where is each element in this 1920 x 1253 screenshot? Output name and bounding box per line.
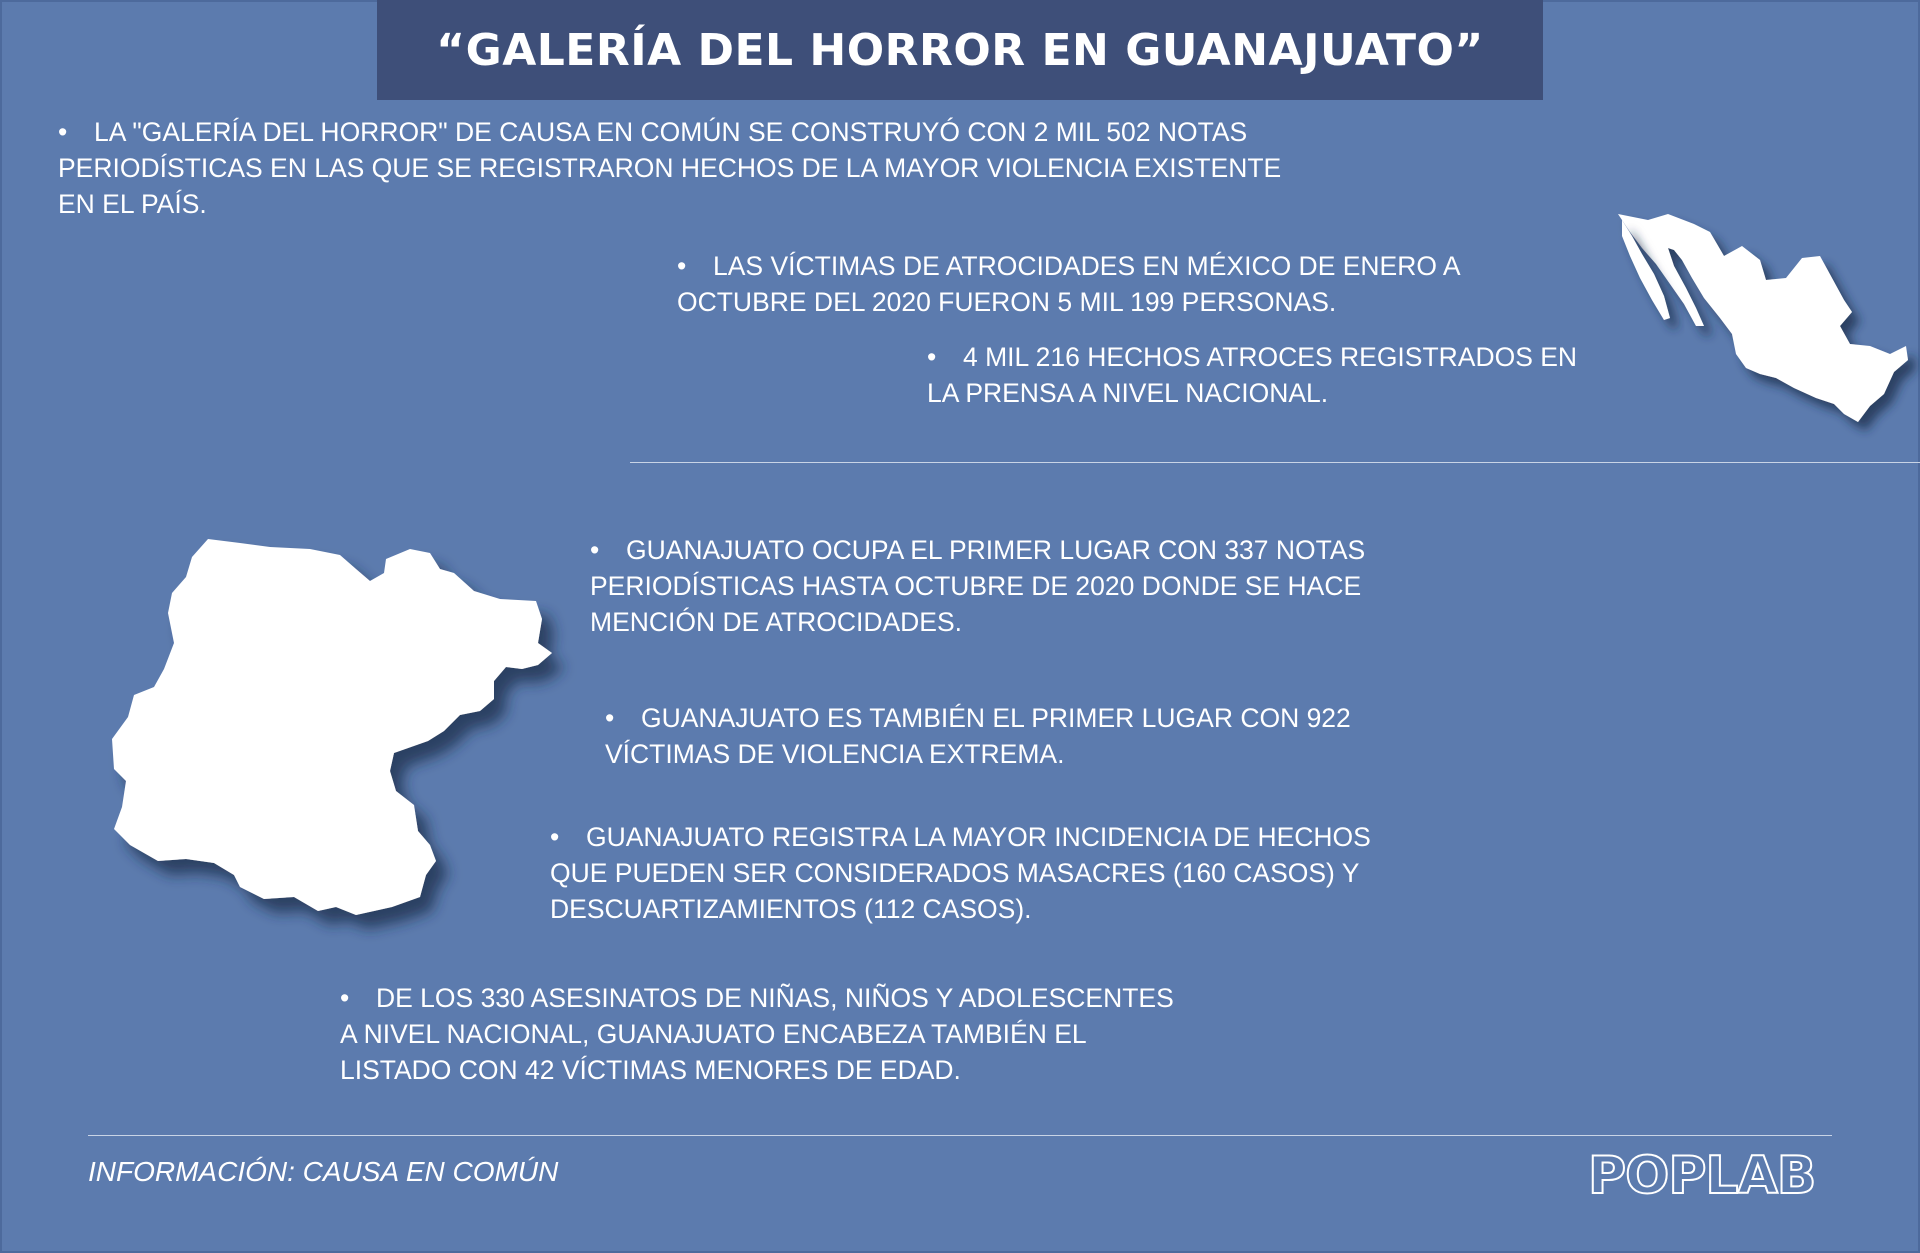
- fact-notas-construccion: [58, 114, 1378, 222]
- fact-hechos-atroces: [927, 339, 1647, 411]
- bullet: •: [590, 535, 600, 565]
- guanajuato-map-icon: [110, 535, 560, 935]
- fact-gto-victimas: [605, 700, 1505, 772]
- source-credit: INFORMACIÓN: CAUSA EN COMÚN: [88, 1156, 559, 1187]
- fact-text: DE LOS 330 ASESINATOS DE NIÑAS, NIÑOS Y ADOLESCENTES A NIVEL NACIONAL, GUANAJUATO ENCABEZA TAMBIÉN EL LISTADO CON 42 VÍCTIMAS MENORES DE EDAD.: [340, 983, 1174, 1085]
- bullet: •: [340, 983, 350, 1013]
- bullet: •: [58, 117, 68, 147]
- title-bar: [377, 0, 1543, 100]
- bullet: •: [677, 251, 687, 281]
- fact-gto-notas: [590, 532, 1490, 640]
- fact-text: 4 MIL 216 HECHOS ATROCES REGISTRADOS EN LA PRENSA A NIVEL NACIONAL.: [927, 342, 1578, 408]
- fact-victimas-nacional: [677, 248, 1537, 320]
- page-title: “GALERÍA DEL HORROR EN GUANAJUATO”: [436, 24, 1484, 76]
- section-divider: [630, 462, 1920, 463]
- bullet: •: [605, 703, 615, 733]
- fact-text: LA "GALERÍA DEL HORROR" DE CAUSA EN COMÚN SE CONSTRUYÓ CON 2 MIL 502 NOTAS PERIODÍSTICAS EN LAS QUE SE REGISTRARON HECHOS DE LA MAYOR VIOLENCIA EXISTENTE EN EL PAÍS.: [58, 117, 1282, 219]
- fact-text: GUANAJUATO REGISTRA LA MAYOR INCIDENCIA DE HECHOS QUE PUEDEN SER CONSIDERADOS MASACRES (160 CASOS) Y DESCUARTIZAMIENTOS (112 CASOS).: [550, 822, 1371, 924]
- fact-gto-masacres: [550, 819, 1510, 927]
- fact-text: GUANAJUATO ES TAMBIÉN EL PRIMER LUGAR CON 922 VÍCTIMAS DE VIOLENCIA EXTREMA.: [605, 703, 1351, 769]
- fact-text: GUANAJUATO OCUPA EL PRIMER LUGAR CON 337 NOTAS PERIODÍSTICAS HASTA OCTUBRE DE 2020 DONDE SE HACE MENCIÓN DE ATROCIDADES.: [590, 535, 1366, 637]
- poplab-logo: POPLAB: [1588, 1146, 1816, 1206]
- mexico-map-icon: [1608, 208, 1918, 438]
- footer-divider: [88, 1135, 1832, 1136]
- bullet: •: [550, 822, 560, 852]
- fact-text: LAS VÍCTIMAS DE ATROCIDADES EN MÉXICO DE ENERO A OCTUBRE DEL 2020 FUERON 5 MIL 199 PERSONAS.: [677, 251, 1461, 317]
- bullet: •: [927, 342, 937, 372]
- fact-gto-menores: [340, 980, 1340, 1088]
